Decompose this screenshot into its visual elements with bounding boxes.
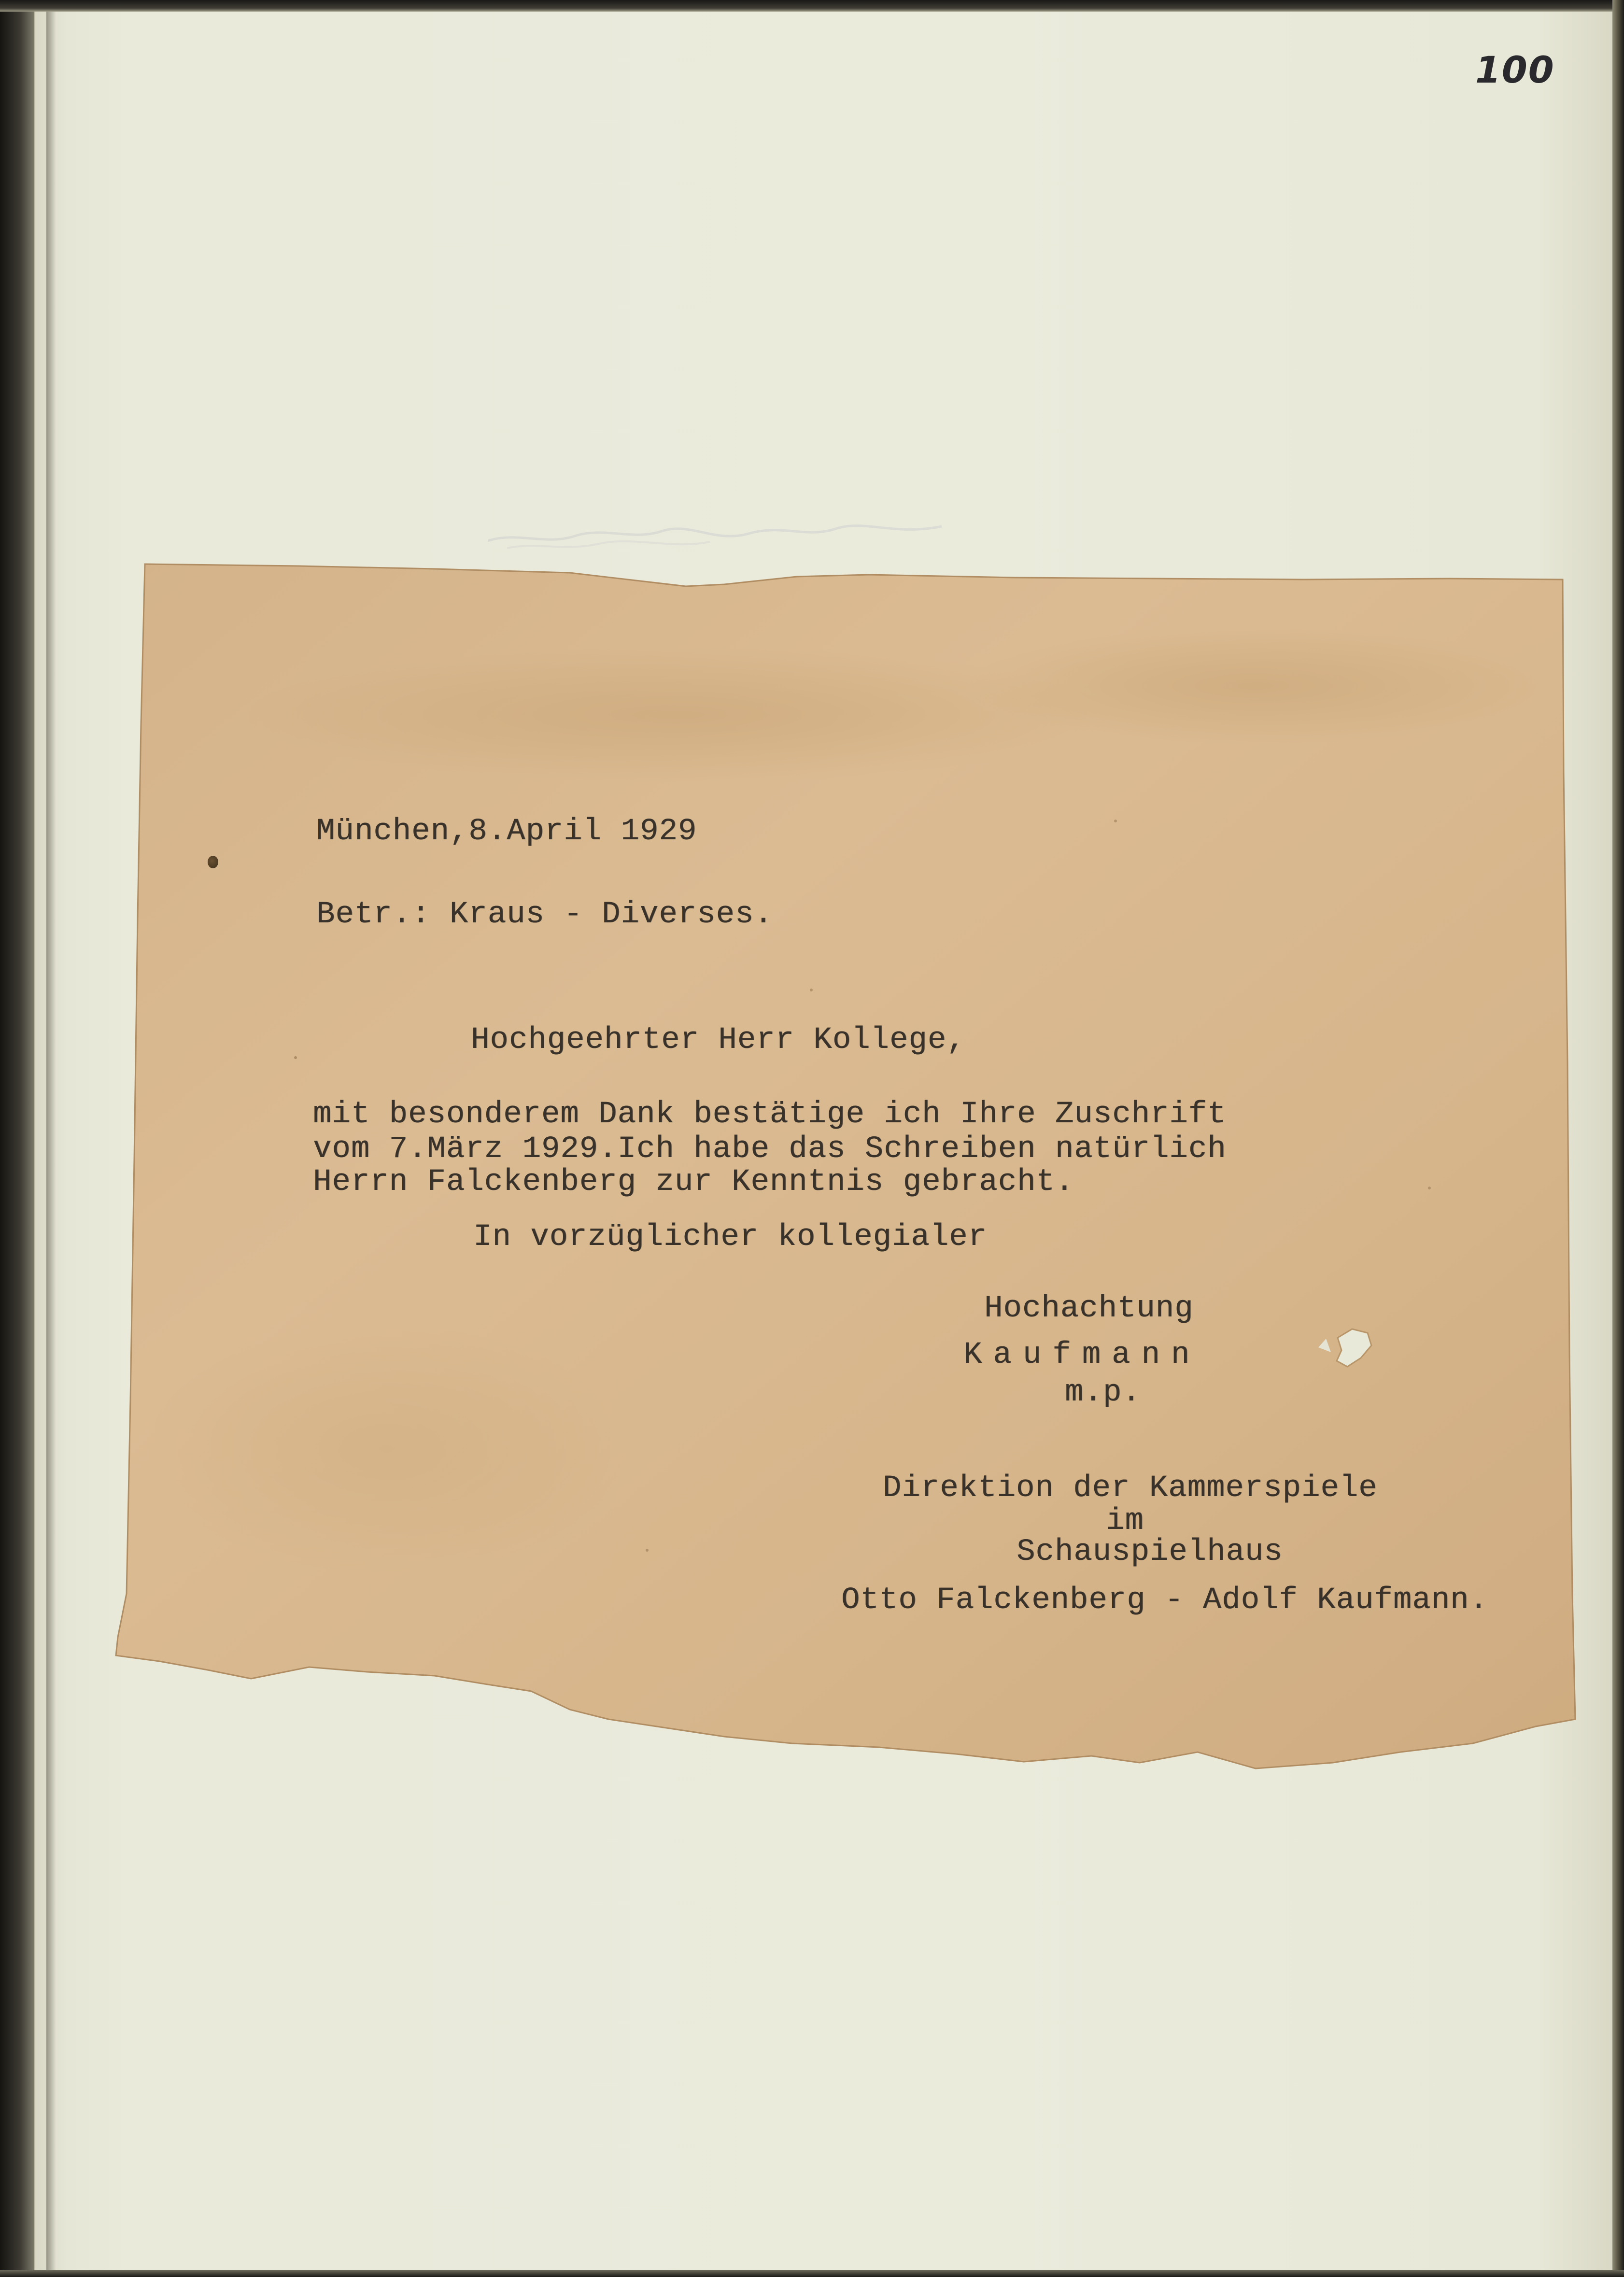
place-date: München,8.April 1929 [316,814,697,849]
sender-line-4: Otto Falckenberg - Adolf Kaufmann. [841,1583,1488,1618]
signature-note: m.p. [1065,1375,1141,1410]
salutation: Hochgeehrter Herr Kollege, [471,1023,966,1058]
signature-typed: Kaufmann [963,1338,1201,1372]
body-line-2: vom 7.März 1929.Ich habe das Schreiben natürlich [313,1132,1227,1167]
folio-number: 100 [1475,48,1555,91]
body-line-1: mit besonderem Dank bestätige ich Ihre Zuschrift [313,1097,1227,1132]
subject-line: Betr.: Kraus - Diverses. [316,897,773,932]
sender-line-3: Schauspielhaus [1017,1535,1283,1570]
body-line-3: Herrn Falckenberg zur Kenntnis gebracht. [313,1165,1074,1200]
sender-line-1: Direktion der Kammerspiele [883,1471,1378,1506]
closing-line-2: Hochachtung [984,1291,1194,1326]
closing-line-1: In vorzüglicher kollegialer [473,1220,987,1255]
sender-line-2: im [1106,1504,1144,1539]
